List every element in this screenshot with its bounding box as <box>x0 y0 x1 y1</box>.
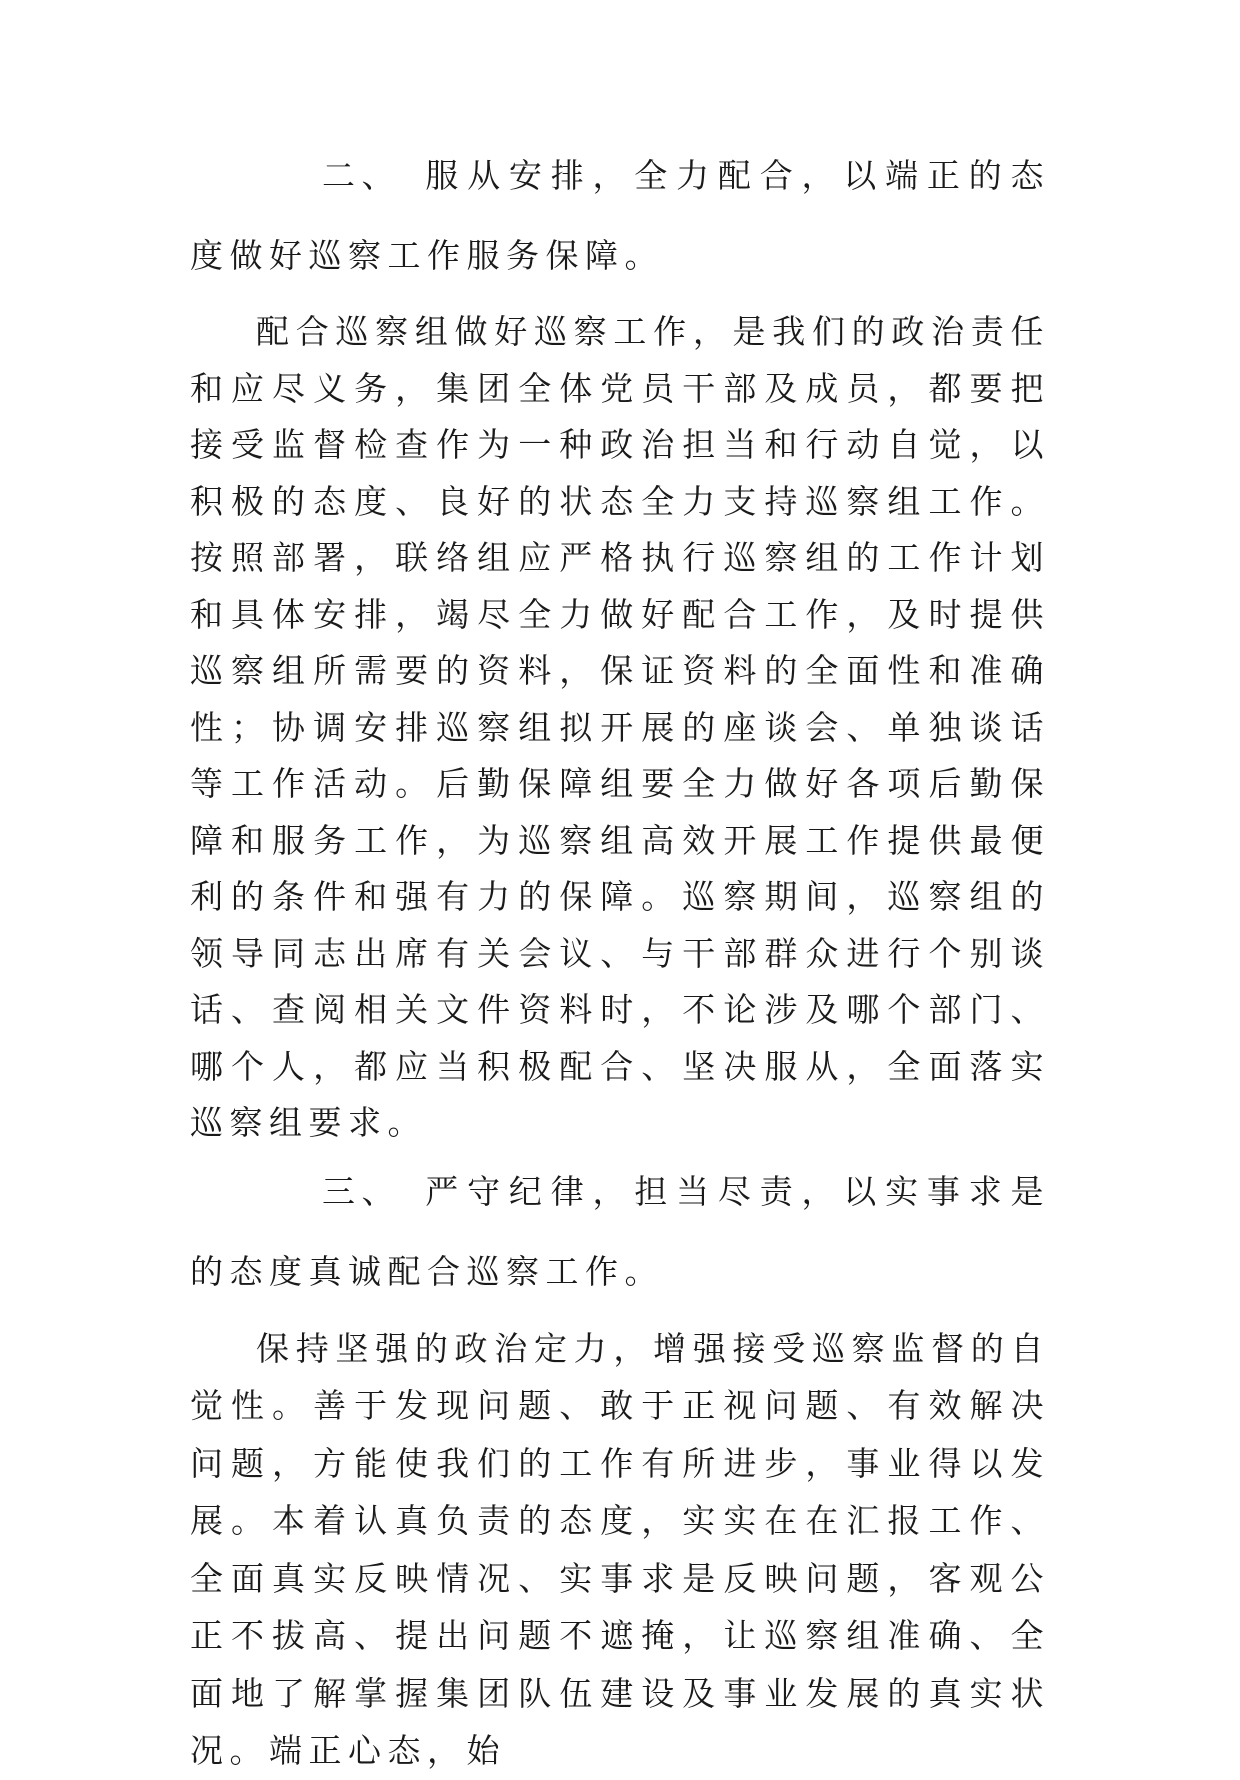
section-number-3: 三、 <box>322 1171 401 1211</box>
section-heading-3 <box>190 1152 1050 1312</box>
section-paragraph-3: 保持坚强的政治定力，增强接受巡察监督的自觉性。善于发现问题、敢于正视问题、有效解决问题，方能使我们的工作有所进步，事业得以发展。本着认真负责的态度，实实在在汇报工作、全面真实反映情况、实事求是反映问题，客观公正不拔高、提出问题不遮掩，让巡察组准确、全面地了解掌握集团队伍建设及事业发展的真实状况。端正心态，始 <box>190 1328 1050 1770</box>
document-body <box>190 136 1050 1780</box>
section-number-2: 二、 <box>322 156 401 195</box>
section-heading-text-3: 严守纪律，担当尽责，以实事求是的态度真诚配合巡察工作。 <box>190 1171 1050 1291</box>
section-heading-2 <box>190 136 1050 296</box>
section-heading-text-2: 服从安排，全力配合，以端正的态度做好巡察工作服务保障。 <box>190 156 1050 275</box>
section-paragraph-2: 配合巡察组做好巡察工作，是我们的政治责任和应尽义务，集团全体党员干部及成员，都要把接受监督检查作为一种政治担当和行动自觉，以积极的态度、良好的状态全力支持巡察组工作。按照部署，联络组应严格执行巡察组的工作计划和具体安排，竭尽全力做好配合工作，及时提供巡察组所需要的资料，保证资料的全面性和准确性；协调安排巡察组拟开展的座谈会、单独谈话等工作活动。后勤保障组要全力做好各项后勤保障和服务工作，为巡察组高效开展工作提供最便利的条件和强有力的保障。巡察期间，巡察组的领导同志出席有关会议、与干部群众进行个别谈话、查阅相关文件资料时，不论涉及哪个部门、哪个人，都应当积极配合、坚决服从，全面落实巡察组要求。 <box>190 312 1050 1142</box>
